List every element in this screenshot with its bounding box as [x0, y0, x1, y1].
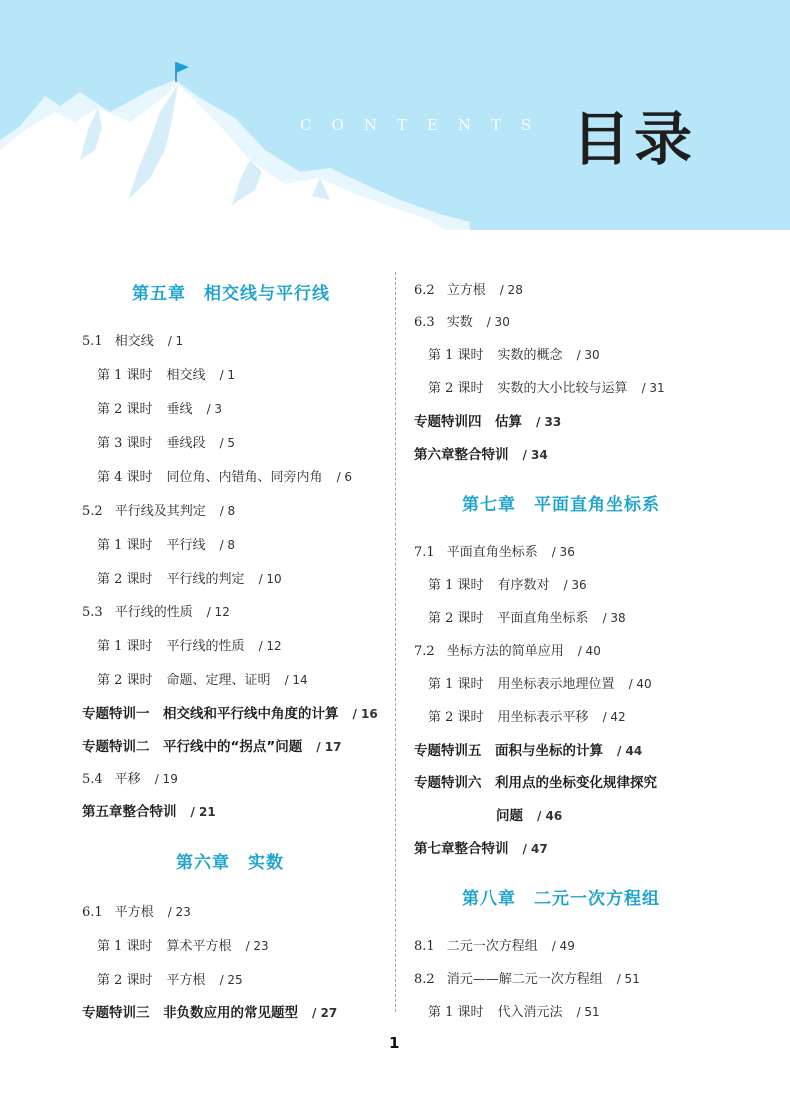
section-number: 6.2 [414, 283, 435, 298]
page-ref: / 44 [617, 744, 643, 758]
chapter-heading[interactable] [462, 490, 660, 515]
page-ref: / 23 [245, 939, 269, 953]
page-ref: / 31 [641, 381, 665, 395]
toc-lesson[interactable] [97, 969, 243, 988]
special-training-title-continued: 问题 [496, 808, 523, 824]
lesson-number: 第 2 课时 [97, 572, 153, 587]
lesson-title: 算术平方根 [166, 939, 232, 954]
chapter-number: 第八章 [462, 889, 516, 909]
page-ref: / 27 [312, 1006, 338, 1020]
special-training-title: 专题特训二 平行线中的“拐点”问题 [82, 739, 303, 755]
lesson-title: 用坐标表示平移 [497, 710, 589, 725]
page-ref: / 14 [284, 673, 308, 687]
lesson-number: 第 1 课时 [97, 538, 153, 553]
page-ref: / 51 [576, 1005, 600, 1019]
toc-lesson[interactable] [97, 669, 308, 688]
chapter-number: 第七章 [462, 495, 516, 515]
page-ref: / 46 [537, 809, 563, 823]
page-ref: / 5 [219, 436, 236, 450]
toc-lesson[interactable] [428, 607, 626, 626]
toc-section[interactable] [82, 330, 183, 349]
chapter-number: 第五章 [132, 284, 186, 304]
chapter-review-title: 第七章整合特训 [414, 841, 509, 857]
chapter-heading[interactable] [462, 884, 660, 909]
lesson-title: 相交线 [166, 368, 206, 383]
lesson-number: 第 1 课时 [97, 639, 153, 654]
section-number: 5.4 [82, 772, 103, 787]
section-number: 8.2 [414, 972, 435, 987]
toc-lesson[interactable] [428, 706, 626, 725]
toc-chapter-review[interactable] [414, 837, 548, 857]
page-number: 1 [389, 1034, 400, 1052]
toc-section[interactable] [414, 968, 640, 987]
lesson-number: 第 1 课时 [97, 368, 153, 383]
lesson-title: 代入消元法 [497, 1005, 563, 1020]
toc-lesson[interactable] [97, 568, 282, 587]
page-ref: / 25 [219, 973, 243, 987]
page-ref: / 12 [258, 639, 282, 653]
special-training-title: 专题特训六 利用点的坐标变化规律探究 [414, 775, 657, 791]
page-title: 目录 [572, 105, 697, 173]
toc-special-training-continued[interactable] [496, 804, 562, 824]
toc-lesson[interactable] [428, 344, 600, 363]
lesson-number: 第 2 课时 [97, 973, 153, 988]
page-ref: / 40 [577, 644, 601, 658]
toc-lesson[interactable] [97, 935, 269, 954]
toc-chapter-review[interactable] [82, 800, 216, 820]
toc-special-training[interactable] [82, 1001, 337, 1021]
toc-lesson[interactable] [428, 1001, 600, 1020]
page-ref: / 19 [154, 772, 178, 786]
toc-lesson[interactable] [97, 635, 282, 654]
toc-special-training[interactable] [414, 410, 561, 430]
page-ref: / 47 [522, 842, 548, 856]
page-ref: / 42 [602, 710, 626, 724]
section-title: 二元一次方程组 [446, 939, 538, 954]
lesson-title: 有序数对 [497, 578, 550, 593]
special-training-title: 专题特训四 估算 [414, 414, 522, 430]
toc-lesson[interactable] [97, 398, 222, 417]
chapter-title: 相交线与平行线 [204, 284, 330, 304]
section-number: 5.3 [82, 605, 103, 620]
toc-special-training[interactable] [82, 702, 378, 722]
page-ref: / 1 [219, 368, 236, 382]
toc-section[interactable] [82, 768, 178, 787]
lesson-title: 垂线 [166, 402, 193, 417]
page-ref: / 38 [602, 611, 626, 625]
special-training-title: 专题特训一 相交线和平行线中角度的计算 [82, 706, 339, 722]
lesson-title: 平行线的性质 [166, 639, 245, 654]
page-ref: / 51 [616, 972, 640, 986]
toc-lesson[interactable] [428, 574, 587, 593]
section-title: 平移 [114, 772, 141, 787]
page-ref: / 34 [522, 448, 548, 462]
page-ref: / 17 [316, 740, 342, 754]
lesson-number: 第 1 课时 [428, 677, 484, 692]
special-training-title: 专题特训五 面积与坐标的计算 [414, 743, 603, 759]
lesson-number: 第 1 课时 [428, 348, 484, 363]
chapter-review-title: 第六章整合特训 [414, 447, 509, 463]
page-ref: / 49 [551, 939, 575, 953]
page-ref: / 23 [167, 905, 191, 919]
page-ref: / 21 [190, 805, 216, 819]
chapter-title: 二元一次方程组 [534, 889, 660, 909]
page-ref: / 36 [551, 545, 575, 559]
page-ref: / 30 [576, 348, 600, 362]
page-ref: / 3 [206, 402, 223, 416]
toc-section[interactable] [82, 901, 191, 920]
lesson-number: 第 2 课时 [97, 402, 153, 417]
lesson-number: 第 4 课时 [97, 470, 153, 485]
toc-section[interactable] [414, 541, 575, 560]
lesson-title: 同位角、内错角、同旁内角 [166, 470, 323, 485]
page-ref: / 16 [352, 707, 378, 721]
chapter-review-title: 第五章整合特训 [82, 804, 177, 820]
page-ref: / 1 [167, 334, 184, 348]
toc-lesson[interactable] [428, 673, 652, 692]
toc-section[interactable] [414, 279, 523, 298]
lesson-title: 平方根 [166, 973, 206, 988]
toc-special-training[interactable] [414, 771, 657, 791]
lesson-title: 实数的大小比较与运算 [497, 381, 628, 396]
toc-section[interactable] [414, 311, 510, 330]
section-title: 实数 [446, 315, 473, 330]
section-title: 坐标方法的简单应用 [446, 644, 564, 659]
lesson-title: 垂线段 [166, 436, 206, 451]
lesson-title: 平行线的判定 [166, 572, 245, 587]
lesson-title: 实数的概念 [497, 348, 563, 363]
section-title: 平行线及其判定 [114, 504, 206, 519]
page-ref: / 10 [258, 572, 282, 586]
section-number: 5.1 [82, 334, 103, 349]
toc-lesson[interactable] [97, 466, 352, 485]
section-title: 平方根 [114, 905, 154, 920]
toc-lesson[interactable] [428, 377, 665, 396]
page-ref: / 8 [219, 504, 236, 518]
chapter-number: 第六章 [176, 853, 230, 873]
column-divider [395, 272, 396, 1012]
section-number: 6.3 [414, 315, 435, 330]
page-ref: / 6 [336, 470, 353, 484]
lesson-title: 命题、定理、证明 [166, 673, 271, 688]
lesson-title: 平行线 [166, 538, 206, 553]
section-number: 6.1 [82, 905, 103, 920]
lesson-number: 第 2 课时 [97, 673, 153, 688]
special-training-title: 专题特训三 非负数应用的常见题型 [82, 1005, 298, 1021]
section-number: 5.2 [82, 504, 103, 519]
section-number: 7.2 [414, 644, 435, 659]
chapter-heading[interactable] [132, 279, 330, 304]
lesson-title: 用坐标表示地理位置 [497, 677, 615, 692]
toc-lesson[interactable] [97, 364, 235, 383]
section-number: 8.1 [414, 939, 435, 954]
toc-lesson[interactable] [97, 432, 235, 451]
toc-section[interactable] [82, 500, 235, 519]
toc-chapter-review[interactable] [414, 443, 548, 463]
page-ref: / 36 [563, 578, 587, 592]
section-title: 平行线的性质 [114, 605, 193, 620]
toc-special-training[interactable] [82, 735, 342, 755]
toc-section[interactable] [414, 640, 601, 659]
chapter-title: 实数 [248, 853, 284, 873]
section-title: 相交线 [114, 334, 154, 349]
lesson-number: 第 1 课时 [97, 939, 153, 954]
lesson-number: 第 2 课时 [428, 710, 484, 725]
lesson-number: 第 1 课时 [428, 578, 484, 593]
section-title: 立方根 [446, 283, 486, 298]
page-ref: / 40 [628, 677, 652, 691]
contents-header-banner [0, 0, 790, 230]
lesson-number: 第 2 课时 [428, 611, 484, 626]
lesson-number: 第 1 课时 [428, 1005, 484, 1020]
lesson-number: 第 2 课时 [428, 381, 484, 396]
lesson-number: 第 3 课时 [97, 436, 153, 451]
toc-special-training[interactable] [414, 739, 642, 759]
chapter-heading[interactable] [176, 848, 284, 873]
lesson-title: 平面直角坐标系 [497, 611, 589, 626]
section-number: 7.1 [414, 545, 435, 560]
section-title: 平面直角坐标系 [446, 545, 538, 560]
page-ref: / 8 [219, 538, 236, 552]
page-ref: / 28 [499, 283, 523, 297]
toc-section[interactable] [414, 935, 575, 954]
page-ref: / 33 [536, 415, 562, 429]
toc-section[interactable] [82, 601, 230, 620]
page-ref: / 30 [486, 315, 510, 329]
toc-lesson[interactable] [97, 534, 235, 553]
page-ref: / 12 [206, 605, 230, 619]
chapter-title: 平面直角坐标系 [534, 495, 660, 515]
contents-word: CONTENTS [300, 116, 552, 134]
section-title: 消元——解二元一次方程组 [446, 972, 603, 987]
